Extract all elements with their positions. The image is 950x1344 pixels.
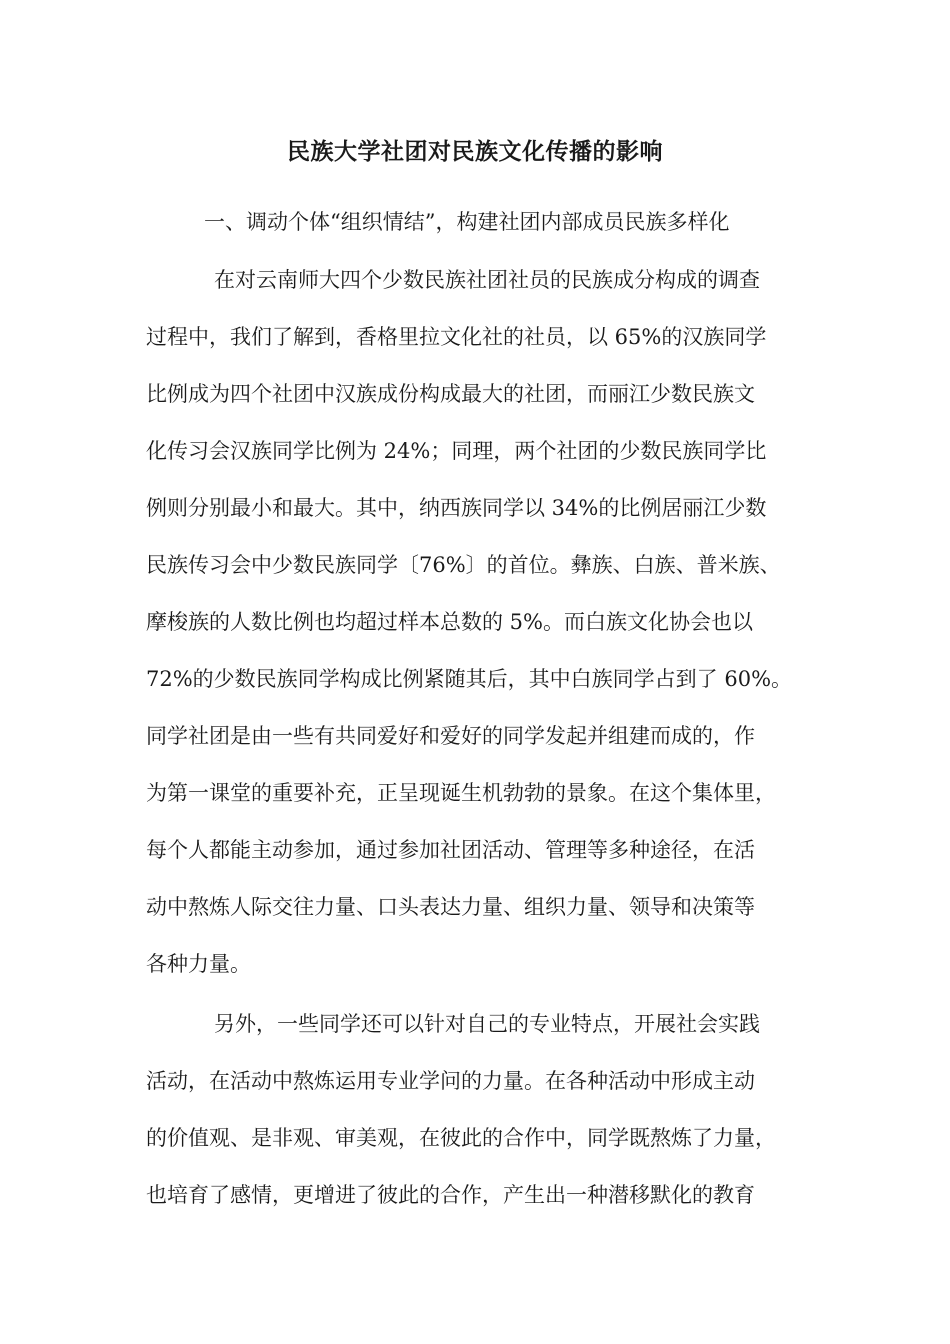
paragraph-line: 民族传习会中少数民族同学〔76%〕的首位。彝族、白族、普米族、 (146, 553, 781, 577)
paragraph-line: 活动，在活动中熬炼运用专业学问的力量。在各种活动中形成主动 (146, 1069, 755, 1093)
paragraph-line: 各种力量。 (146, 952, 251, 976)
paragraph-line: 每个人都能主动参加，通过参加社团活动、管理等多种途径，在活 (146, 838, 755, 862)
paragraph-line: 化传习会汉族同学比例为 24%；同理，两个社团的少数民族同学比 (146, 439, 767, 463)
paragraph-line: 72%的少数民族同学构成比例紧随其后，其中白族同学占到了 60%。 (146, 667, 793, 691)
paragraph-line: 在对云南师大四个少数民族社团社员的民族成分构成的调查 (214, 268, 760, 292)
paragraph-line: 另外，一些同学还可以针对自己的专业特点，开展社会实践 (214, 1012, 760, 1036)
paragraph-line: 动中熬炼人际交往力量、口头表达力量、组织力量、领导和决策等 (146, 895, 755, 919)
paragraph-line: 例则分别最小和最大。其中，纳西族同学以 34%的比例居丽江少数 (146, 496, 767, 520)
paragraph-line: 的价值观、是非观、审美观，在彼此的合作中，同学既熬炼了力量， (146, 1126, 776, 1150)
paragraph-line: 过程中，我们了解到，香格里拉文化社的社员，以 65%的汉族同学 (146, 325, 767, 349)
paragraph-line: 比例成为四个社团中汉族成份构成最大的社团，而丽江少数民族文 (146, 382, 755, 406)
section-heading: 一、调动个体“组织情结”，构建社团内部成员民族多样化 (204, 210, 730, 234)
paragraph-line: 也培育了感情，更增进了彼此的合作，产生出一种潜移默化的教育 (146, 1183, 755, 1207)
document-title: 民族大学社团对民族文化传播的影响 (287, 138, 663, 165)
paragraph-line: 为第一课堂的重要补充，正呈现诞生机勃勃的景象。在这个集体里， (146, 781, 776, 805)
paragraph-line: 摩梭族的人数比例也均超过样本总数的 5%。而白族文化协会也以 (146, 610, 753, 634)
paragraph-line: 同学社团是由一些有共同爱好和爱好的同学发起并组建而成的，作 (146, 724, 755, 748)
